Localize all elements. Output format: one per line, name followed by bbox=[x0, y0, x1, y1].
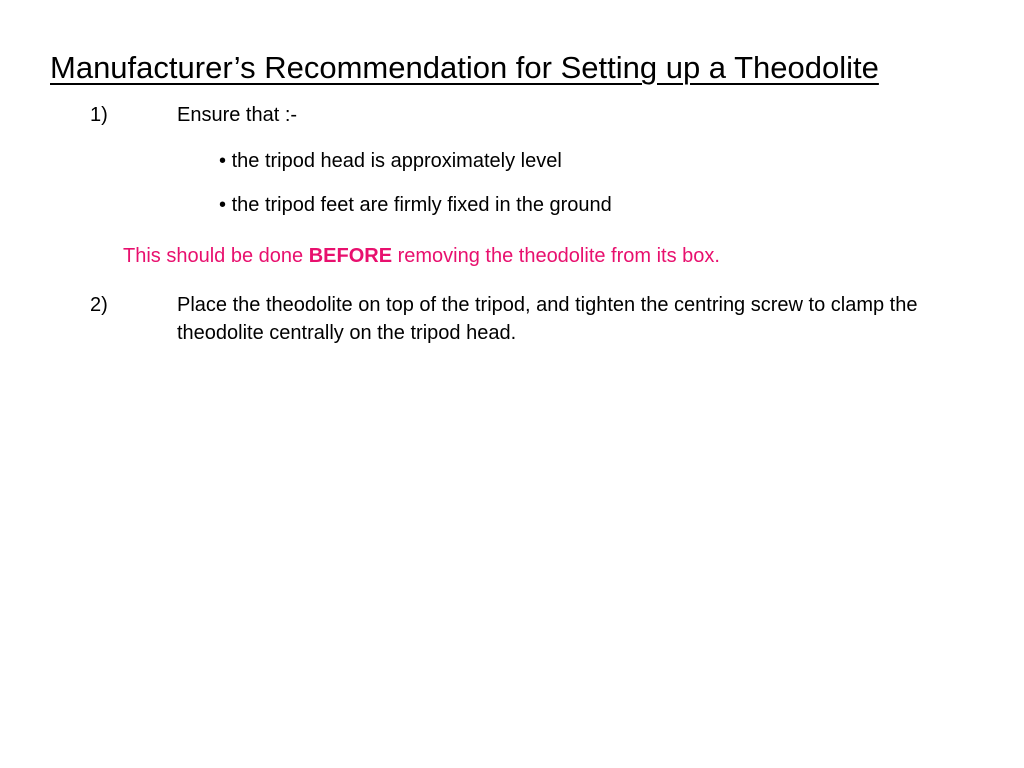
step-2-text: Place the theodolite on top of the tripod, and tighten the centring screw to clamp the theodolite centrally on the tripod head. bbox=[177, 294, 918, 344]
warning-note-emphasis: BEFORE bbox=[308, 245, 393, 267]
step-1-number: 1) bbox=[90, 104, 108, 126]
bullet-item bbox=[219, 147, 562, 175]
bullet-marker: • bbox=[219, 150, 227, 172]
slide-title: Manufacturer’s Recommendation for Setting up a Theodolite bbox=[50, 50, 879, 85]
warning-note-before: This should be done bbox=[123, 245, 309, 267]
step-1-text: Ensure that :- bbox=[177, 104, 298, 126]
bullet-text: the tripod head is approximately level bbox=[231, 150, 562, 172]
bullet-text: the tripod feet are firmly fixed in the ground bbox=[231, 194, 612, 216]
warning-note-after: removing the theodolite from its box. bbox=[392, 245, 720, 267]
warning-note bbox=[123, 242, 720, 270]
bullet-marker: • bbox=[219, 194, 227, 216]
step-2-number: 2) bbox=[90, 294, 108, 316]
bullet-item bbox=[219, 191, 612, 219]
